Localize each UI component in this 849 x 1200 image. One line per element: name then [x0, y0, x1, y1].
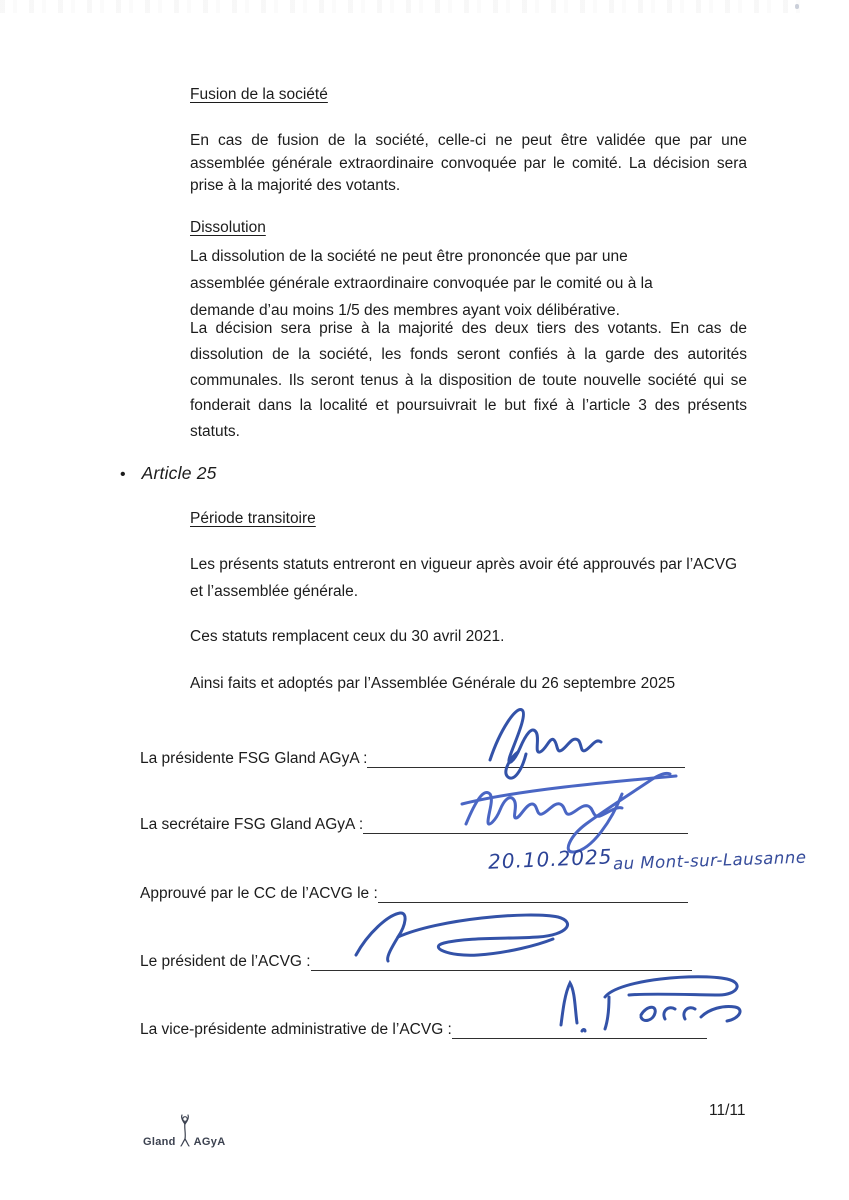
fusion-heading: Fusion de la société: [190, 86, 328, 103]
statuts-vigueur-paragraph: Les présents statuts entreront en vigueur après avoir été approuvés par l’ACVG et l’assemblée générale.: [190, 556, 738, 600]
approbation-label: Approuvé par le CC de l’ACVG le :: [140, 885, 378, 902]
logo-text-agya: AGyA: [193, 1136, 226, 1148]
scan-noise-artifact: [0, 0, 800, 13]
secretaire-fsg-signature-image: [458, 760, 708, 856]
club-logo: [143, 1114, 225, 1148]
president-acvg-signature-line: [311, 941, 692, 971]
adoption-paragraph: Ainsi faits et adoptés par l’Assemblée Générale du 26 septembre 2025: [190, 675, 676, 692]
gymnast-icon: [177, 1114, 193, 1148]
signature-row-secretaire-fsg: [140, 804, 688, 834]
bullet-icon: •: [120, 466, 126, 483]
vice-presidente-acvg-signature-line: [452, 1009, 707, 1039]
presidente-fsg-signature-line: [367, 738, 685, 768]
statuts-remplacent-paragraph: Ces statuts remplacent ceux du 30 avril 2021.: [190, 628, 505, 645]
article-25-item: [120, 463, 217, 484]
signature-row-president-acvg: [140, 941, 692, 971]
article-25-label: Article 25: [141, 463, 217, 483]
signature-row-presidente-fsg: [140, 738, 685, 768]
approbation-handwritten-place: au Mont-sur-Lausanne: [612, 847, 807, 874]
dissolution-paragraph-1: La dissolution de la société ne peut être prononcée que par une assemblée générale extraordinaire convoquée par le comité ou à la demande d’au moins 1/5 des membres ayant voix délibérative.: [190, 248, 653, 319]
secretaire-fsg-label: La secrétaire FSG Gland AGyA :: [140, 816, 364, 833]
president-acvg-signature-image: [346, 903, 586, 975]
scan-speck: [795, 4, 799, 9]
dissolution-heading: Dissolution: [190, 219, 266, 236]
logo-text-gland: Gland: [143, 1136, 176, 1148]
presidente-fsg-signature-image: [482, 698, 632, 784]
presidente-fsg-label: La présidente FSG Gland AGyA :: [140, 750, 368, 767]
periode-transitoire-heading: Période transitoire: [190, 510, 316, 527]
fusion-paragraph: En cas de fusion de la société, celle-ci ne peut être validée que par une assemblée générale extraordinaire convoquée par le comité. La décision sera prise à la majorité des votants.: [190, 132, 747, 194]
president-acvg-label: Le président de l’ACVG :: [140, 953, 311, 970]
vice-presidente-acvg-label: La vice-présidente administrative de l’ACVG :: [140, 1021, 452, 1038]
approbation-signature-line: [378, 844, 807, 903]
signature-row-vice-presidente-acvg: [140, 1009, 707, 1039]
dissolution-paragraph-2: La décision sera prise à la majorité des deux tiers des votants. En cas de dissolution de la société, les fonds seront confiés à la garde des autorités communales. Ils seront tenus à la disposition de toute nouvelle société qui se fonderait dans la localité et poursuivrait le but fixé à l’article 3 des présents statuts.: [190, 320, 747, 441]
approbation-handwritten-date: 20.10.2025: [487, 844, 613, 874]
vice-presidente-acvg-signature-image: [547, 971, 767, 1041]
signature-row-approbation: [140, 844, 807, 903]
secretaire-fsg-signature-line: [363, 804, 688, 834]
page-number: 11/11: [709, 1102, 746, 1119]
